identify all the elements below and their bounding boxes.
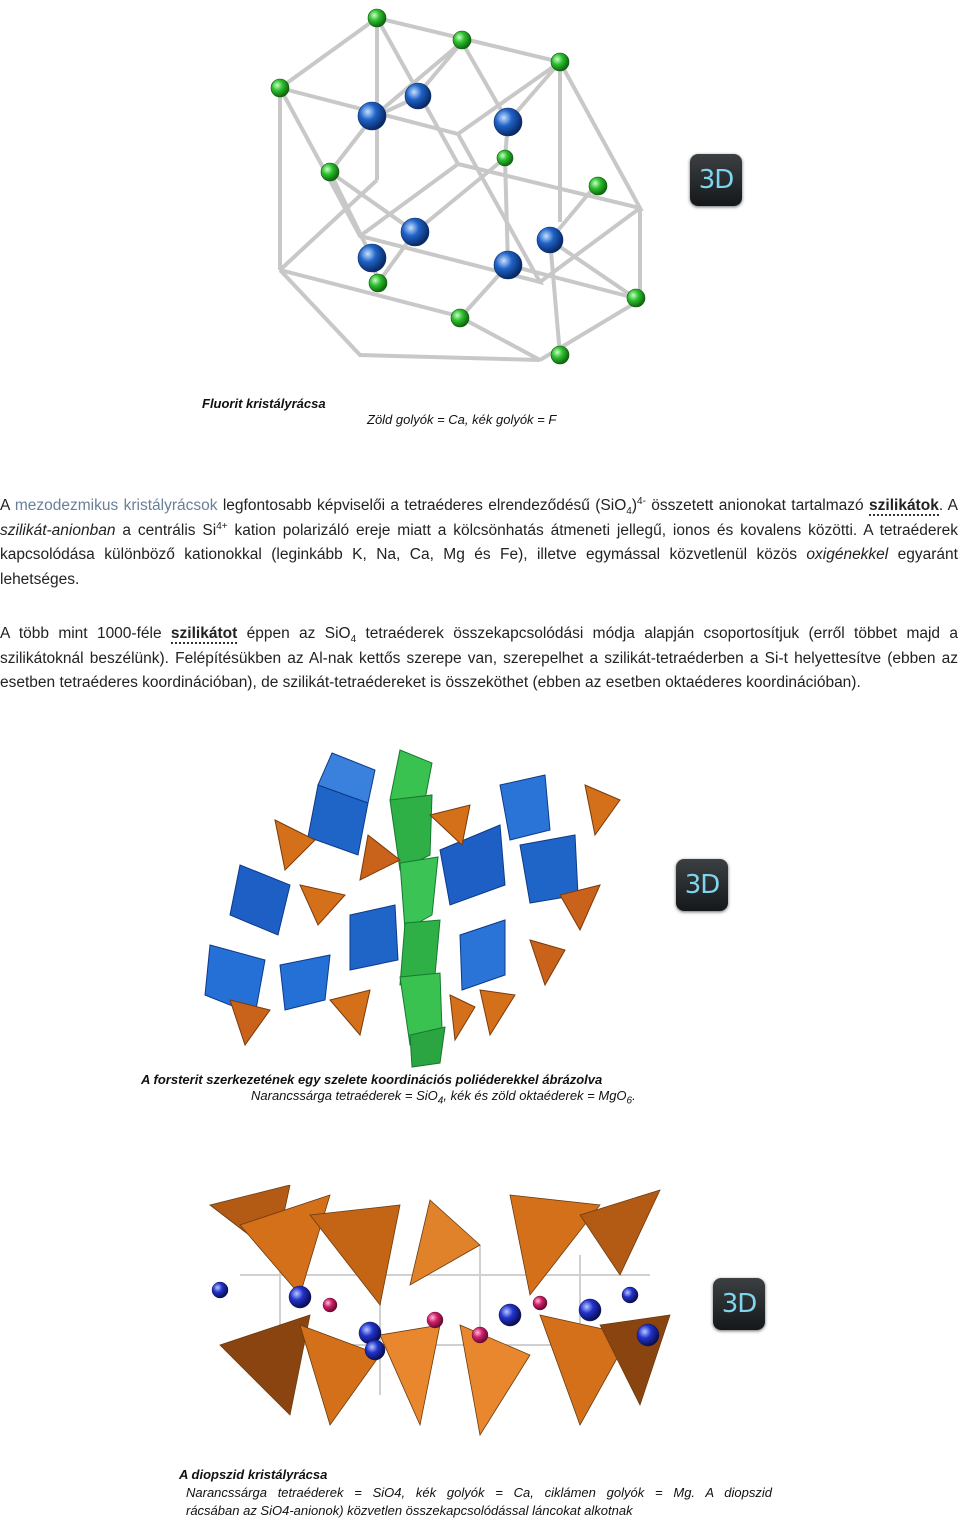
szilikatok-glossary-link[interactable]: szilikátok [869, 497, 939, 514]
text-fragment: éppen az SiO [237, 625, 351, 642]
subscript: 4 [626, 506, 632, 518]
subscript: 6 [626, 1095, 633, 1107]
fluorite-lattice-image [250, 0, 670, 380]
text-fragment: összetett anionokat tartalmazó [645, 497, 870, 514]
3d-view-button-fluorite[interactable]: 3D [690, 154, 742, 206]
emphasis-oxygens: oxigénekkel [806, 546, 889, 563]
superscript: 4+ [216, 520, 228, 532]
figure-legend-forsterite [251, 1088, 636, 1107]
forsterite-polyhedra-image [200, 745, 640, 1070]
figure-legend-diopside-line2: rácsában az SiO4-anionok) közvetlen összekapcsolódással láncokat alkotnak [186, 1503, 633, 1518]
text-fragment: ) [631, 497, 638, 514]
text-fragment: A [0, 497, 15, 514]
text-fragment: , kék és zöld oktaéderek = MgO [443, 1088, 627, 1103]
szilikatot-glossary-link[interactable]: szilikátot [170, 625, 238, 642]
superscript: 4- [637, 495, 646, 507]
3d-view-button-diopside[interactable]: 3D [713, 1278, 765, 1330]
text-fragment: tetraéderek összekapcsolódási módja alapján csoportosítjuk (erről többet majd a szilikátoknál beszélünk). Felépítésükben az Al-nak kettős szerepe van, szerepelhet a szilikát-tetraéderben a Si-t helyettesítve (ebben az esetben tetraéderes koordinációban), de szilikát-tetraédereket is összeköthet (ebben az esetben oktaéderes koordinációban). [0, 625, 958, 691]
text-fragment: . [632, 1088, 636, 1103]
figure-legend-fluorite: Zöld golyók = Ca, kék golyók = F [367, 412, 557, 427]
3d-view-button-forsterite[interactable]: 3D [676, 859, 728, 911]
figure-legend-diopside-line1: Narancssárga tetraéderek = SiO4, kék golyók = Ca, ciklámen golyók = Mg. A diopszid [186, 1485, 772, 1500]
text-fragment: egyaránt lehetséges. [0, 546, 958, 588]
text-fragment: kation polarizáló ereje miatt a kölcsönhatás átmeneti jellegű, ionos és kovalens közötti. A tetraéderek kapcsolódása különböző kationokkal (leginkább K, Na, Ca, Mg és Fe), illetve egymással közvetlenül közös [0, 521, 959, 563]
text-fragment: a centrális Si [115, 521, 217, 539]
subscript: 4 [437, 1095, 444, 1107]
subscript: 4 [350, 634, 357, 646]
figure-title-diopside: A diopszid kristályrácsa [179, 1467, 328, 1482]
text-fragment: . A [938, 497, 958, 514]
text-fragment: A több mint 1000-féle [0, 625, 171, 642]
mezodezmikus-link[interactable]: mezodezmikus kristályrácsok [14, 497, 218, 514]
text-fragment: legfontosabb képviselői a tetraéderes elrendeződésű (SiO [217, 497, 627, 514]
emphasis-silicate-anion: szilikát-anionban [0, 521, 116, 539]
figure-title-forsterite: A forsterit szerkezetének egy szelete koordinációs poliéderekkel ábrázolva [141, 1072, 603, 1087]
diopside-lattice-image [180, 1185, 680, 1450]
paragraph-silicate-classes [0, 622, 958, 696]
text-fragment: Narancssárga tetraéderek = SiO [251, 1088, 438, 1103]
paragraph-silicates-intro [0, 494, 958, 592]
figure-title-fluorite: Fluorit kristályrácsa [202, 396, 326, 411]
